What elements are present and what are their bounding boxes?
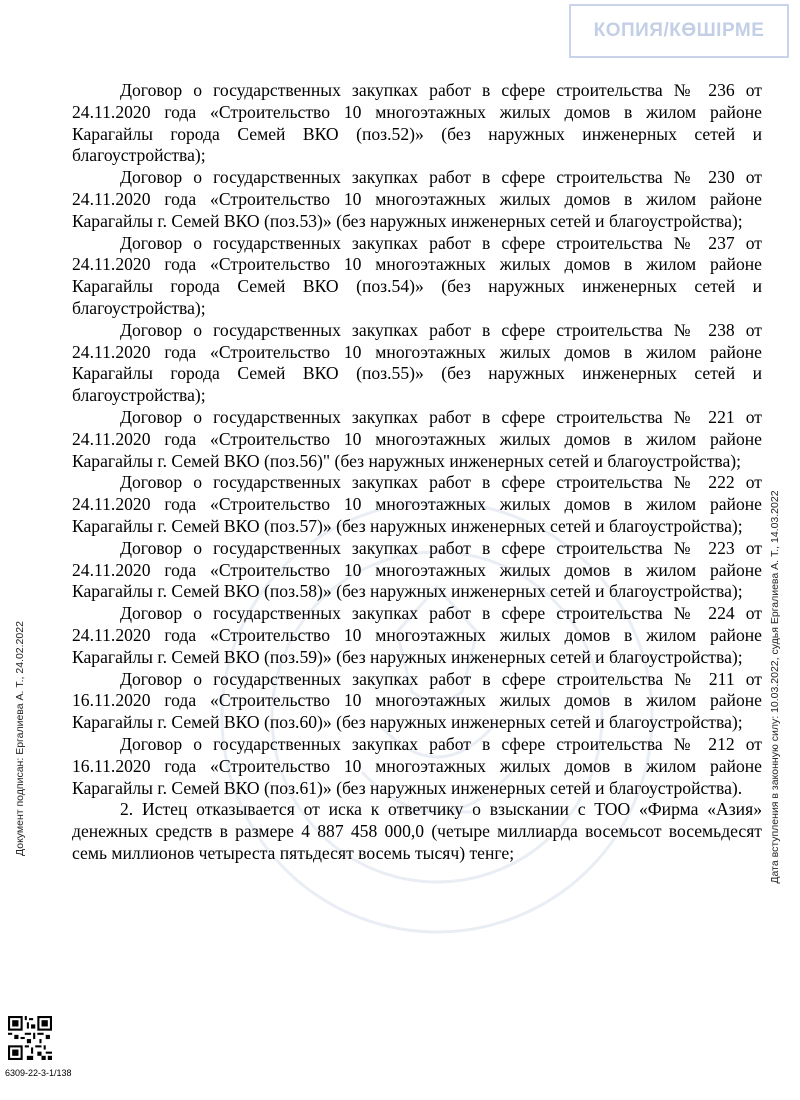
copy-stamp [569, 4, 789, 58]
contract-paragraph-2: Договор о государственных закупках работ в сфере строительства № 230 от 24.11.2020 года «Строительство 10 многоэтажных жилых домов в жилом районе Карагайлы г. Семей ВКО (поз.53)» (без наружных инженерных сетей и благоустройства); [72, 167, 762, 231]
qr-code-icon [8, 1016, 52, 1060]
document-body [72, 80, 762, 865]
claim-waiver-paragraph: 2. Истец отказывается от иска к ответчику о взыскании с ТОО «Фирма «Азия» денежных средств в размере 4 887 458 000,0 (четыре миллиарда восемьсот восемьдесят семь миллионов четыреста пятьдесят восемь тысяч) тенге; [72, 799, 762, 863]
contract-paragraph-8: Договор о государственных закупках работ в сфере строительства № 224 от 24.11.2020 года «Строительство 10 многоэтажных жилых домов в жилом районе Карагайлы г. Семей ВКО (поз.59)» (без наружных инженерных сетей и благоустройства); [72, 603, 762, 667]
contract-paragraph-9: Договор о государственных закупках работ в сфере строительства № 211 от 16.11.2020 года «Строительство 10 многоэтажных жилых домов в жилом районе Карагайлы г. Семей ВКО (поз.60)» (без наружных инженерных сетей и благоустройства); [72, 668, 762, 733]
contract-paragraph-10: Договор о государственных закупках работ в сфере строительства № 212 от 16.11.2020 года «Строительство 10 многоэтажных жилых домов в жилом районе Карагайлы г. Семей ВКО (поз.61)» (без наружных инженерных сетей и благоустройства). [72, 733, 762, 798]
contract-paragraph-6: Договор о государственных закупках работ в сфере строительства № 222 от 24.11.2020 года «Строительство 10 многоэтажных жилых домов в жилом районе Карагайлы г. Семей ВКО (поз.57)» (без наружных инженерных сетей и благоустройства); [72, 472, 762, 536]
contract-paragraph-3: Договор о государственных закупках работ в сфере строительства № 237 от 24.11.2020 года «Строительство 10 многоэтажных жилых домов в жилом районе Карагайлы города Семей ВКО (поз.54)» (без наружных инженерных сетей и благоустройства); [72, 232, 762, 318]
signature-side-note: Документ подписан: Ергалиева А. Т., 24.02.2022 [14, 621, 26, 856]
contract-paragraph-7: Договор о государственных закупках работ в сфере строительства № 223 от 24.11.2020 года «Строительство 10 многоэтажных жилых домов в жилом районе Карагайлы г. Семей ВКО (поз.58)» (без наружных инженерных сетей и благоустройства); [72, 537, 762, 602]
contract-paragraph-5: Договор о государственных закупках работ в сфере строительства № 221 от 24.11.2020 года «Строительство 10 многоэтажных жилых домов в жилом районе Карагайлы г. Семей ВКО (поз.56)" (без наружных инженерных сетей и благоустройства); [72, 406, 762, 471]
contract-paragraph-1: Договор о государственных закупках работ в сфере строительства № 236 от 24.11.2020 года «Строительство 10 многоэтажных жилых домов в жилом районе Карагайлы города Семей ВКО (поз.52)» (без наружных инженерных сетей и благоустройства); [72, 80, 762, 166]
contract-paragraph-4: Договор о государственных закупках работ в сфере строительства № 238 от 24.11.2020 года «Строительство 10 многоэтажных жилых домов в жилом районе Карагайлы города Семей ВКО (поз.55)» (без наружных инженерных сетей и благоустройства); [72, 319, 762, 406]
legal-force-side-note: Дата вступления в законную силу: 10.03.2022, судья Ергалиева А. Т., 14.03.2022 [769, 490, 781, 884]
copy-stamp-text: КОПИЯ/КӨШІРМЕ [593, 20, 765, 41]
qr-code-label: 6309-22-3-1/138 [5, 1068, 72, 1078]
